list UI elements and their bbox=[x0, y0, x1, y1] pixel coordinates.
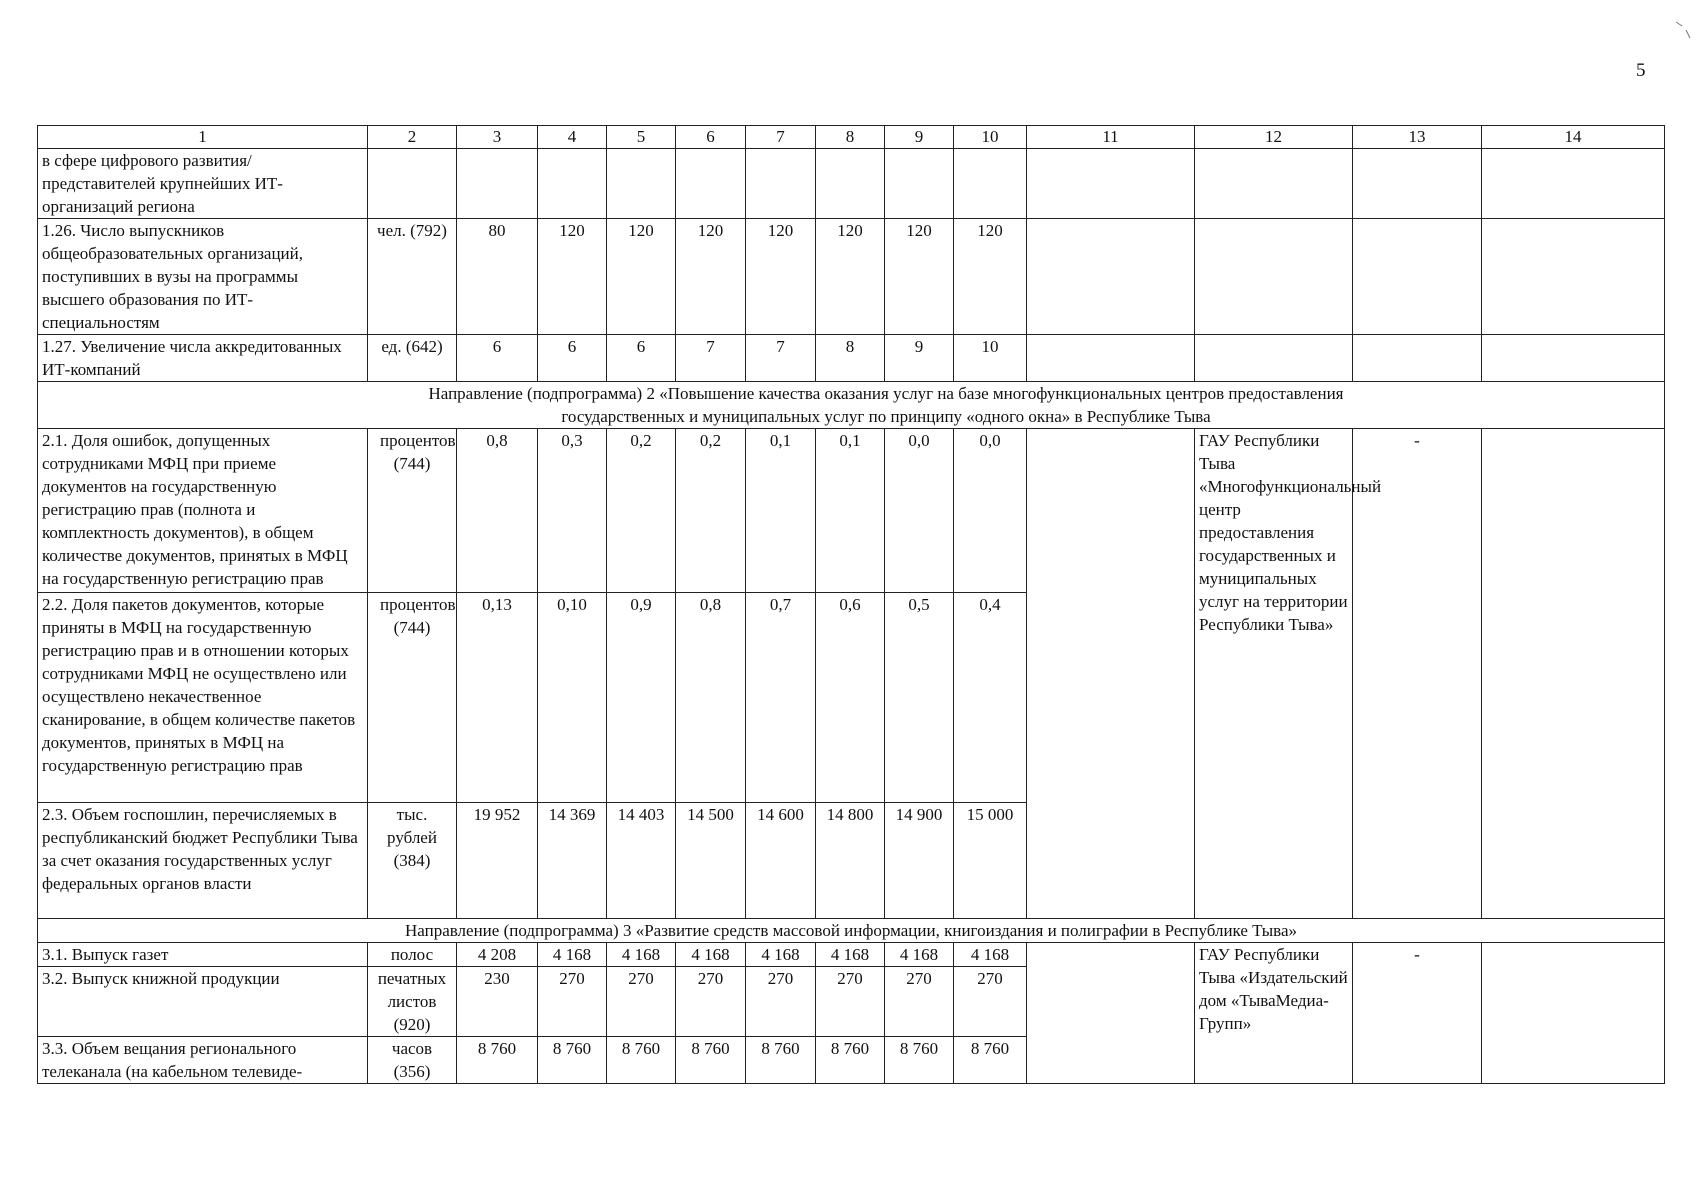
value-cell: 14 900 bbox=[885, 803, 954, 919]
table-row bbox=[38, 943, 1665, 967]
value-cell: 270 bbox=[676, 967, 746, 1037]
col-header: 5 bbox=[607, 126, 676, 149]
col-header: 9 bbox=[885, 126, 954, 149]
indicator-name: в сфере цифрового развития/ представителей крупнейших ИТ-организаций региона bbox=[38, 149, 368, 219]
value-cell: 14 500 bbox=[676, 803, 746, 919]
indicator-name: 1.27. Увеличение числа аккредитованных ИТ-компаний bbox=[38, 335, 368, 382]
page-number: 5 bbox=[1636, 60, 1646, 81]
unit-cell: процентов (744) bbox=[368, 429, 457, 593]
value-cell: 4 168 bbox=[607, 943, 676, 967]
value-cell: 230 bbox=[457, 967, 538, 1037]
value-cell: 120 bbox=[607, 219, 676, 335]
value-cell: 0,7 bbox=[746, 593, 816, 803]
table-row bbox=[38, 149, 1665, 219]
value-cell: 0,2 bbox=[607, 429, 676, 593]
value-cell: 80 bbox=[457, 219, 538, 335]
scan-mark bbox=[1672, 18, 1694, 46]
col-header: 12 bbox=[1195, 126, 1353, 149]
indicator-name: 3.2. Выпуск книжной продукции bbox=[38, 967, 368, 1037]
indicators-table bbox=[37, 125, 1665, 1084]
col-header: 4 bbox=[538, 126, 607, 149]
table-row bbox=[38, 219, 1665, 335]
table-row bbox=[38, 335, 1665, 382]
value-cell: 0,0 bbox=[954, 429, 1027, 593]
value-cell: 270 bbox=[538, 967, 607, 1037]
value-cell: 270 bbox=[954, 967, 1027, 1037]
value-cell: 8 760 bbox=[607, 1037, 676, 1084]
value-cell: 0,0 bbox=[885, 429, 954, 593]
indicator-name: 2.1. Доля ошибок, допущенных сотрудниками МФЦ при приеме документов на государственную регистрацию прав (полнота и комплектность документов), в общем количестве документов, принятых в МФЦ на государственную регистрацию прав bbox=[38, 429, 368, 593]
value-cell: 270 bbox=[746, 967, 816, 1037]
value-cell: 120 bbox=[885, 219, 954, 335]
value-cell: 6 bbox=[457, 335, 538, 382]
indicator-name: 3.3. Объем вещания регионального телеканала (на кабельном телевиде- bbox=[38, 1037, 368, 1084]
value-cell: 120 bbox=[676, 219, 746, 335]
value-cell: 0,5 bbox=[885, 593, 954, 803]
value-cell: 0,9 bbox=[607, 593, 676, 803]
value-cell: 8 760 bbox=[746, 1037, 816, 1084]
value-cell: 7 bbox=[676, 335, 746, 382]
value-cell: 8 760 bbox=[676, 1037, 746, 1084]
dash-cell: - bbox=[1353, 429, 1482, 919]
col-header: 6 bbox=[676, 126, 746, 149]
unit-cell: печатных листов (920) bbox=[368, 967, 457, 1037]
value-cell: 14 403 bbox=[607, 803, 676, 919]
unit-cell: ед. (642) bbox=[368, 335, 457, 382]
section-title: Направление (подпрограмма) 2 «Повышение качества оказания услуг на базе многофункциональных центров предоставления государственных и муниципальных услуг по принципу «одного окна» в Республике Тыва bbox=[38, 382, 1665, 429]
value-cell: 4 168 bbox=[676, 943, 746, 967]
responsible-org: ГАУ Республики Тыва «Издательский дом «ТываМедиа-Групп» bbox=[1195, 943, 1353, 1084]
unit-cell: часов (356) bbox=[368, 1037, 457, 1084]
col-header: 14 bbox=[1482, 126, 1665, 149]
value-cell: 4 168 bbox=[746, 943, 816, 967]
value-cell: 0,6 bbox=[816, 593, 885, 803]
unit-cell: чел. (792) bbox=[368, 219, 457, 335]
value-cell: 19 952 bbox=[457, 803, 538, 919]
value-cell: 0,1 bbox=[816, 429, 885, 593]
value-cell: 0,3 bbox=[538, 429, 607, 593]
unit-cell: тыс. рублей (384) bbox=[368, 803, 457, 919]
section-row bbox=[38, 382, 1665, 429]
dash-cell: - bbox=[1353, 943, 1482, 1084]
value-cell: 8 760 bbox=[538, 1037, 607, 1084]
value-cell: 0,8 bbox=[676, 593, 746, 803]
unit-cell: полос bbox=[368, 943, 457, 967]
header-row bbox=[38, 126, 1665, 149]
value-cell: 120 bbox=[954, 219, 1027, 335]
value-cell: 14 369 bbox=[538, 803, 607, 919]
value-cell: 8 bbox=[816, 335, 885, 382]
col-header: 2 bbox=[368, 126, 457, 149]
value-cell: 0,4 bbox=[954, 593, 1027, 803]
responsible-org: ГАУ Республики Тыва «Многофункциональный центр предоставления государственных и муниципальных услуг на территории Республики Тыва» bbox=[1195, 429, 1353, 919]
value-cell: 120 bbox=[816, 219, 885, 335]
indicator-name: 2.3. Объем госпошлин, перечисляемых в республиканский бюджет Республики Тыва за счет оказания государственных услуг федеральных органов власти bbox=[38, 803, 368, 919]
value-cell: 270 bbox=[885, 967, 954, 1037]
value-cell: 10 bbox=[954, 335, 1027, 382]
value-cell: 8 760 bbox=[954, 1037, 1027, 1084]
value-cell: 7 bbox=[746, 335, 816, 382]
value-cell: 8 760 bbox=[885, 1037, 954, 1084]
value-cell: 6 bbox=[607, 335, 676, 382]
col-header: 10 bbox=[954, 126, 1027, 149]
value-cell: 8 760 bbox=[457, 1037, 538, 1084]
section-row bbox=[38, 919, 1665, 943]
value-cell: 0,8 bbox=[457, 429, 538, 593]
value-cell: 120 bbox=[538, 219, 607, 335]
unit-cell: процентов (744) bbox=[368, 593, 457, 803]
col-header: 7 bbox=[746, 126, 816, 149]
indicator-name: 3.1. Выпуск газет bbox=[38, 943, 368, 967]
value-cell: 14 600 bbox=[746, 803, 816, 919]
value-cell: 0,10 bbox=[538, 593, 607, 803]
value-cell: 6 bbox=[538, 335, 607, 382]
col-header: 8 bbox=[816, 126, 885, 149]
col-header: 3 bbox=[457, 126, 538, 149]
value-cell: 4 168 bbox=[816, 943, 885, 967]
value-cell: 4 168 bbox=[538, 943, 607, 967]
value-cell: 8 760 bbox=[816, 1037, 885, 1084]
value-cell: 14 800 bbox=[816, 803, 885, 919]
value-cell: 0,2 bbox=[676, 429, 746, 593]
value-cell: 4 208 bbox=[457, 943, 538, 967]
value-cell: 4 168 bbox=[885, 943, 954, 967]
indicator-name: 1.26. Число выпускников общеобразовательных организаций, поступивших в вузы на программы высшего образования по ИТ-специальностям bbox=[38, 219, 368, 335]
value-cell: 120 bbox=[746, 219, 816, 335]
value-cell: 4 168 bbox=[954, 943, 1027, 967]
value-cell: 0,13 bbox=[457, 593, 538, 803]
value-cell: 270 bbox=[607, 967, 676, 1037]
col-header: 11 bbox=[1027, 126, 1195, 149]
value-cell: 15 000 bbox=[954, 803, 1027, 919]
col-header: 1 bbox=[38, 126, 368, 149]
table-row bbox=[38, 429, 1665, 593]
indicator-name: 2.2. Доля пакетов документов, которые приняты в МФЦ на государственную регистрацию прав и в отношении которых сотрудниками МФЦ не осуществлено или осуществлено некачественное сканирование, в общем количестве пакетов документов, принятых в МФЦ на государственную регистрацию прав bbox=[38, 593, 368, 803]
col-header: 13 bbox=[1353, 126, 1482, 149]
value-cell: 0,1 bbox=[746, 429, 816, 593]
section-title: Направление (подпрограмма) 3 «Развитие средств массовой информации, книгоиздания и полиграфии в Республике Тыва» bbox=[38, 919, 1665, 943]
value-cell: 9 bbox=[885, 335, 954, 382]
value-cell: 270 bbox=[816, 967, 885, 1037]
